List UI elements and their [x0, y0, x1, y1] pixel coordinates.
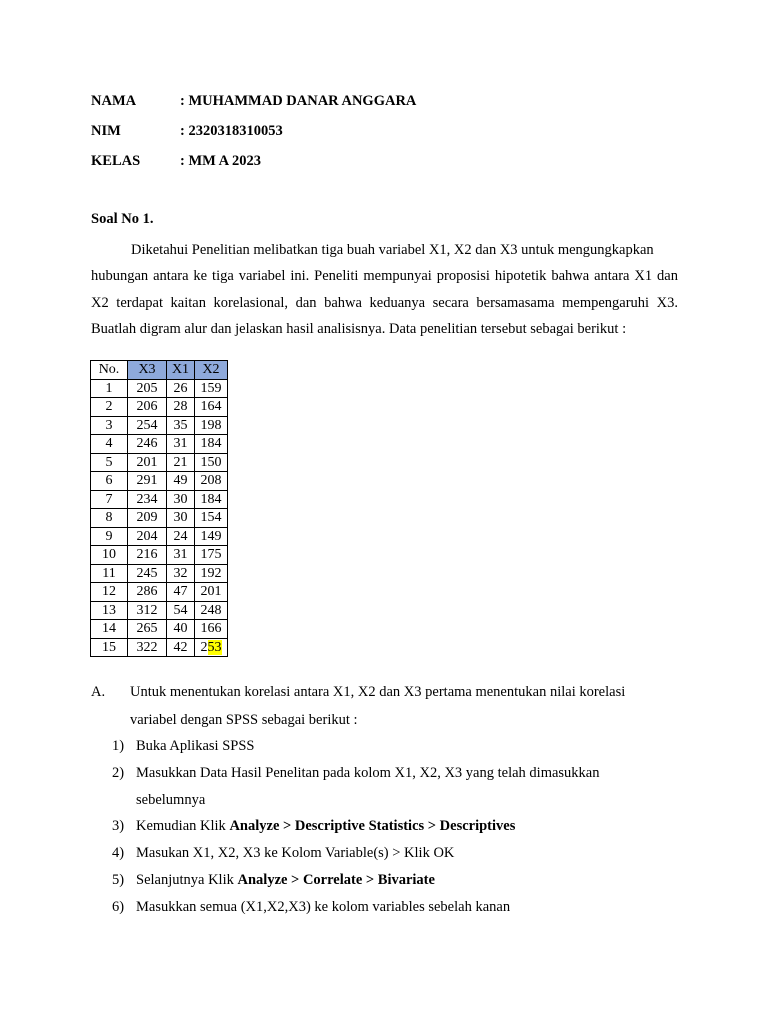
step-5-prefix: Selanjutnya Klik — [136, 872, 238, 888]
table-header-row — [91, 361, 228, 380]
cell-x3: 209 — [128, 509, 167, 528]
cell-x2: 184 — [195, 435, 228, 454]
cell-x2: 248 — [195, 601, 228, 620]
table-row — [91, 601, 228, 620]
cell-x2: 208 — [195, 472, 228, 491]
table-row — [91, 527, 228, 546]
cell-no: 2 — [91, 398, 128, 417]
table-row — [91, 379, 228, 398]
table-row — [91, 472, 228, 491]
cell-x1: 21 — [167, 453, 195, 472]
table-row — [91, 416, 228, 435]
cell-x2: 159 — [195, 379, 228, 398]
question-line-1 — [91, 242, 678, 259]
cell-no: 7 — [91, 490, 128, 509]
cell-no: 3 — [91, 416, 128, 435]
section-a-line-1: Untuk menentukan korelasi antara X1, X2 dan X3 pertama menentukan nilai korelasi — [130, 684, 626, 700]
cell-no: 8 — [91, 509, 128, 528]
cell-x2 — [195, 638, 228, 657]
class-value: : MM A 2023 — [180, 153, 261, 169]
cell-x1: 30 — [167, 490, 195, 509]
cell-x2: 198 — [195, 416, 228, 435]
step-4-text: Masukan X1, X2, X3 ke Kolom Variable(s) > Klik OK — [136, 845, 455, 861]
cell-x1: 42 — [167, 638, 195, 657]
table-row — [91, 453, 228, 472]
cell-x3: 265 — [128, 620, 167, 639]
cell-x3: 291 — [128, 472, 167, 491]
step-5-number: 5) — [112, 872, 125, 888]
cell-x3: 254 — [128, 416, 167, 435]
step-1 — [112, 738, 254, 755]
step-6 — [112, 899, 510, 916]
cell-x3: 206 — [128, 398, 167, 417]
cell-no: 9 — [91, 527, 128, 546]
cell-x1: 47 — [167, 583, 195, 602]
data-table — [90, 360, 228, 657]
header-x1: X1 — [167, 361, 195, 380]
table-row — [91, 583, 228, 602]
section-a-line-2: variabel dengan SPSS sebagai berikut : — [130, 712, 358, 728]
cell-x2: 201 — [195, 583, 228, 602]
cell-no: 6 — [91, 472, 128, 491]
step-4-number: 4) — [112, 845, 125, 861]
question-text-1: Diketahui Penelitian melibatkan tiga buah variabel X1, X2 dan X3 untuk mengungkapkan — [131, 242, 654, 258]
cell-x1: 35 — [167, 416, 195, 435]
cell-x3: 204 — [128, 527, 167, 546]
cell-x1: 31 — [167, 546, 195, 565]
cell-no: 15 — [91, 638, 128, 657]
cell-x2: 164 — [195, 398, 228, 417]
nim-label: NIM — [91, 123, 121, 139]
header-no: No. — [91, 361, 128, 380]
cell-no: 5 — [91, 453, 128, 472]
cell-x2: 166 — [195, 620, 228, 639]
cell-x3: 322 — [128, 638, 167, 657]
question-line-4: Buatlah digram alur dan jelaskan hasil analisisnya. Data penelitian tersebut sebagai berikut : — [91, 321, 627, 337]
table-row — [91, 490, 228, 509]
cell-x1: 30 — [167, 509, 195, 528]
cell-x3: 216 — [128, 546, 167, 565]
cell-no: 12 — [91, 583, 128, 602]
step-2 — [112, 765, 600, 782]
step-6-number: 6) — [112, 899, 125, 915]
cell-x1: 40 — [167, 620, 195, 639]
step-5 — [112, 872, 435, 889]
cell-x1: 24 — [167, 527, 195, 546]
cell-no: 4 — [91, 435, 128, 454]
table-row — [91, 509, 228, 528]
step-1-number: 1) — [112, 738, 125, 754]
class-line — [91, 153, 261, 170]
step-3-menu-path: Analyze > Descriptive Statistics > Descriptives — [229, 818, 516, 834]
cell-x2: 149 — [195, 527, 228, 546]
name-line — [91, 93, 416, 110]
cell-x1: 31 — [167, 435, 195, 454]
step-4 — [112, 845, 454, 862]
cell-x2: 175 — [195, 546, 228, 565]
header-x3: X3 — [128, 361, 167, 380]
cell-x2: 192 — [195, 564, 228, 583]
cell-x2: 154 — [195, 509, 228, 528]
step-3-prefix: Kemudian Klik — [136, 818, 230, 834]
step-6-text: Masukkan semua (X1,X2,X3) ke kolom variables sebelah kanan — [136, 899, 511, 915]
table-row — [91, 564, 228, 583]
cell-x3: 246 — [128, 435, 167, 454]
cell-no: 11 — [91, 564, 128, 583]
cell-no: 13 — [91, 601, 128, 620]
class-label: KELAS — [91, 153, 141, 169]
table-row — [91, 546, 228, 565]
cell-no: 14 — [91, 620, 128, 639]
step-3-number: 3) — [112, 818, 125, 834]
nim-value: : 2320318310053 — [180, 123, 283, 139]
step-2-number: 2) — [112, 765, 125, 781]
cell-x3: 201 — [128, 453, 167, 472]
cell-x1: 32 — [167, 564, 195, 583]
step-3 — [112, 818, 515, 835]
cell-no: 1 — [91, 379, 128, 398]
question-title: Soal No 1. — [91, 211, 154, 227]
cell-x2: 184 — [195, 490, 228, 509]
cell-x3: 205 — [128, 379, 167, 398]
cell-x1: 26 — [167, 379, 195, 398]
step-2-text: Masukkan Data Hasil Penelitan pada kolom X1, X2, X3 yang telah dimasukkan — [136, 765, 600, 781]
cell-x2-highlight: 53 — [207, 639, 222, 655]
step-2-continuation: sebelumnya — [136, 792, 206, 808]
table-row — [91, 398, 228, 417]
section-a-marker: A. — [91, 684, 106, 700]
cell-no: 10 — [91, 546, 128, 565]
cell-x1: 49 — [167, 472, 195, 491]
table-row — [91, 638, 228, 657]
table-row — [91, 435, 228, 454]
cell-x2: 150 — [195, 453, 228, 472]
cell-x3: 245 — [128, 564, 167, 583]
cell-x1: 54 — [167, 601, 195, 620]
name-value: : MUHAMMAD DANAR ANGGARA — [180, 93, 417, 109]
step-1-text: Buka Aplikasi SPSS — [136, 738, 255, 754]
cell-x3: 312 — [128, 601, 167, 620]
name-label: NAMA — [91, 93, 137, 109]
step-5-menu-path: Analyze > Correlate > Bivariate — [237, 872, 435, 888]
nim-line — [91, 123, 283, 140]
cell-x3: 286 — [128, 583, 167, 602]
question-line-3: X2 terdapat kaitan korelasional, dan bahwa keduanya secara bersamasama mempengaruhi X3. — [91, 295, 678, 311]
cell-x1: 28 — [167, 398, 195, 417]
cell-x3: 234 — [128, 490, 167, 509]
cell-x2-plain: 2 — [200, 639, 208, 655]
table-row — [91, 620, 228, 639]
header-x2: X2 — [195, 361, 228, 380]
question-line-2: hubungan antara ke tiga variabel ini. Peneliti mempunyai proposisi hipotetik bahwa antara X1 dan — [91, 268, 678, 284]
